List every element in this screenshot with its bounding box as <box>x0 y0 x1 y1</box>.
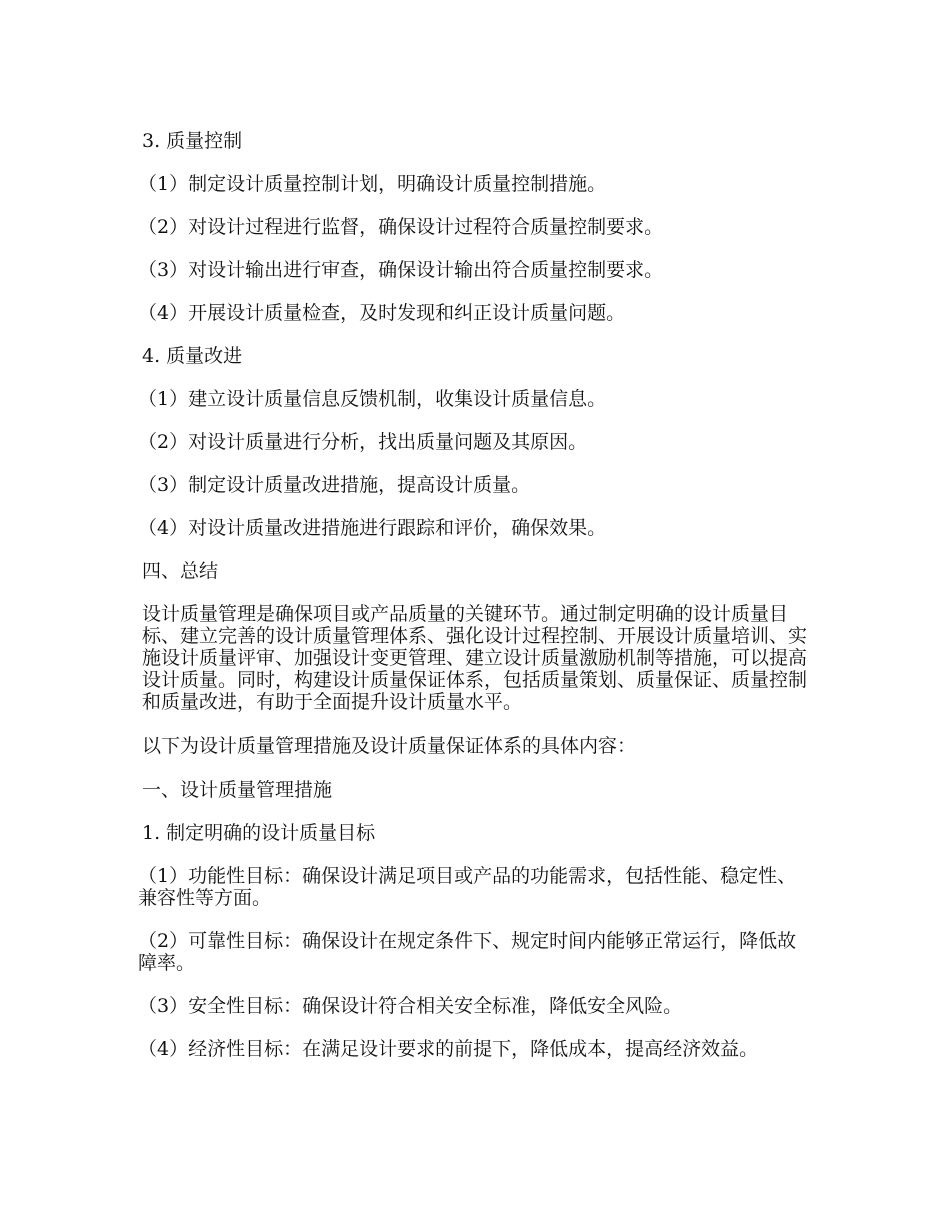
list-item: （1）功能性目标：确保设计满足项目或产品的功能需求，包括性能、稳定性、兼容性等方面。 <box>138 865 797 909</box>
list-item: （2）可靠性目标：确保设计在规定条件下、规定时间内能够正常运行，降低故障率。 <box>138 930 797 974</box>
section-heading-quality-control: 3. 质量控制 <box>142 130 243 152</box>
list-item: （3）制定设计质量改进措施，提高设计质量。 <box>138 474 531 496</box>
list-item: （1）制定设计质量控制计划，明确设计质量控制措施。 <box>138 173 607 195</box>
list-item: （3）对设计输出进行审查，确保设计输出符合质量控制要求。 <box>138 259 664 281</box>
list-item: （3）安全性目标：确保设计符合相关安全标准，降低安全风险。 <box>138 995 683 1017</box>
summary-paragraph: 设计质量管理是确保项目或产品质量的关键环节。通过制定明确的设计质量目标、建立完善的设计质量管理体系、强化设计过程控制、开展设计质量培训、实施设计质量评审、加强设计变更管理、建立设计质量激励机制等措施，可以提高设计质量。同时，构建设计质量保证体系，包括质量策划、质量保证、质量控制和质量改进，有助于全面提升设计质量水平。 <box>142 603 808 713</box>
list-item: （2）对设计过程进行监督，确保设计过程符合质量控制要求。 <box>138 216 664 238</box>
list-item: （4）经济性目标：在满足设计要求的前提下，降低成本，提高经济效益。 <box>138 1038 759 1060</box>
list-item: （2）对设计质量进行分析，找出质量问题及其原因。 <box>138 431 588 453</box>
intro-paragraph: 以下为设计质量管理措施及设计质量保证体系的具体内容： <box>142 735 637 757</box>
section-heading-measures: 一、设计质量管理措施 <box>142 779 333 801</box>
list-item: （4）开展设计质量检查，及时发现和纠正设计质量问题。 <box>138 302 626 324</box>
subsection-heading-goals: 1. 制定明确的设计质量目标 <box>142 822 376 844</box>
document-page <box>138 130 812 1081</box>
list-item: （4）对设计质量改进措施进行跟踪和评价，确保效果。 <box>138 517 607 539</box>
section-heading-quality-improvement: 4. 质量改进 <box>142 345 243 367</box>
list-item: （1）建立设计质量信息反馈机制，收集设计质量信息。 <box>138 388 607 410</box>
section-heading-summary: 四、总结 <box>142 560 219 582</box>
